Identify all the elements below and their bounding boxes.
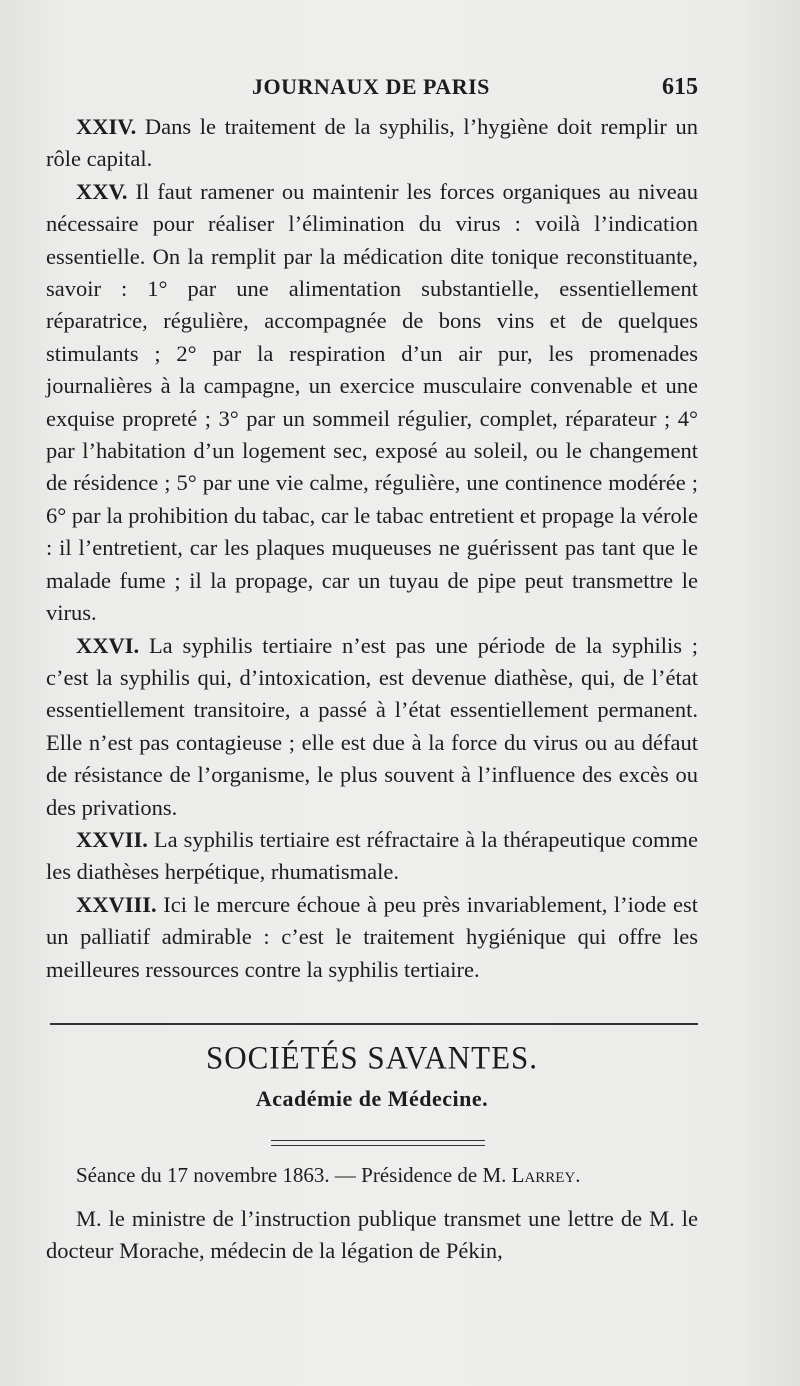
session-body [46,1203,698,1268]
paragraph-xxiv [46,111,698,176]
article-body [46,111,698,986]
paragraph-number: XXVII. [76,826,148,852]
paragraph-text: Il faut ramener ou maintenir les forces organiques au niveau nécessaire pour réaliser l’élimination du virus : voilà l’indication essentielle. On la remplit par la médication dite tonique reconstituante, savoir : 1° par une alimentation substantielle, essentiellement réparatrice, régulière, accompagnée de bons vins et de quelques stimulants ; 2° par la respiration d’un air pur, les promenades journalières à la campagne, un exercice musculaire convenable et une exquise propreté ; 3° par un sommeil régulier, complet, réparateur ; 4° par l’habitation d’un logement sec, exposé au soleil, ou le changement de résidence ; 5° par une vie calme, régulière, une continence modérée ; 6° par la prohibition du tabac, car le tabac entretient et propage la vérole : il l’entretient, car les plaques muqueuses ne guérissent pas tant que le malade fume ; il la propage, car un tuyau de pipe peut transmettre le virus. [46,178,698,626]
subtitle-divider [271,1140,485,1146]
paragraph-number: XXVI. [76,632,140,658]
closing-paragraph: M. le ministre de l’instruction publique transmet une lettre de M. le docteur Morache, médecin de la légation de Pékin, [46,1206,698,1264]
paragraph-number: XXVIII. [76,891,157,917]
paragraph-xxv [46,176,698,630]
session-line [76,1163,581,1188]
section-divider [50,1023,698,1025]
session-date: Séance du 17 novembre 1863. — Présidence de M. [76,1163,512,1187]
paragraph-number: XXIV. [76,114,137,139]
section-subtitle: Académie de Médecine. [255,1086,489,1111]
session-president: Larrey. [511,1163,581,1187]
paragraph-xxviii [46,889,698,986]
paragraph-xxvi [46,630,698,824]
paragraph-xxvii [46,824,698,889]
page-header [46,74,698,104]
section-title: SOCIÉTÉS SAVANTES. [205,1039,539,1076]
paragraph-text: La syphilis tertiaire n’est pas une période de la syphilis ; c’est la syphilis qui, d’intoxication, est devenue diathèse, qui, de l’état essentiellement transitoire, a passé à l’état essentiellement permanent. Elle n’est pas contagieuse ; elle est due à la force du virus ou au défaut de résistance de l’organisme, le plus souvent à l’influence des excès ou des privations. [46,632,698,820]
running-title: JOURNAUX DE PARIS [252,74,490,99]
paragraph-text: Ici le mercure échoue à peu près invariablement, l’iode est un palliatif admirable : c’est le traitement hygiénique qui offre les meilleures ressources contre la syphilis tertiaire. [46,891,699,982]
paragraph-text: Dans le traitement de la syphilis, l’hygiène doit remplir un rôle capital. [46,114,699,172]
paragraph-number: XXV. [76,178,128,204]
page-number: 615 [662,74,698,100]
paragraph-text: La syphilis tertiaire est réfractaire à la thérapeutique comme les diathèses herpétique, rhumatismale. [46,826,698,885]
